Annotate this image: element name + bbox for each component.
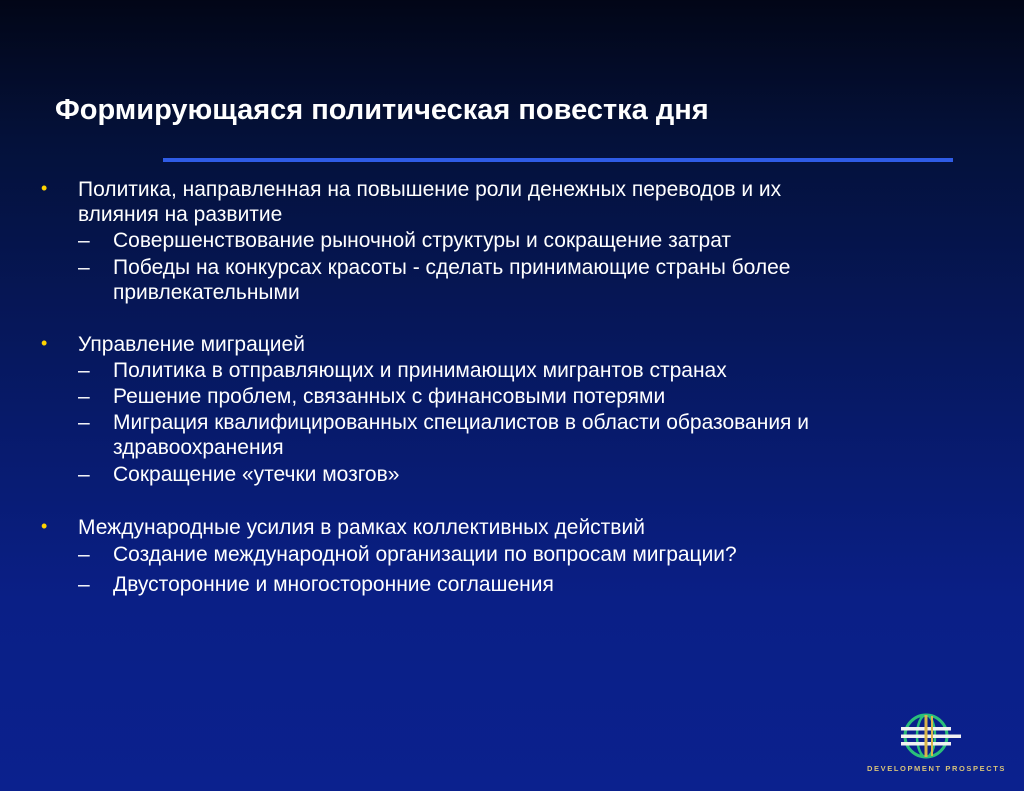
bullet-marker: •: [41, 333, 48, 353]
subitem-2-3-line-1: Миграция квалифицированных специалистов в области образования и: [113, 411, 809, 434]
logo-text: DEVELOPMENT PROSPECTS: [867, 764, 1007, 773]
bullet-2-line-1: Управление миграцией: [78, 333, 305, 356]
bullet-3-line-1: Международные усилия в рамках коллективных действий: [78, 516, 645, 539]
bullet-1-line-2: влияния на развитие: [78, 203, 283, 226]
dash-marker: –: [78, 573, 90, 596]
dash-marker: –: [78, 256, 90, 279]
bullet-marker: •: [41, 516, 48, 536]
subitem-2-3-line-2: здравоохранения: [113, 436, 284, 459]
dash-marker: –: [78, 359, 90, 382]
dash-marker: –: [78, 229, 90, 252]
dash-marker: –: [78, 463, 90, 486]
title-divider: [163, 158, 953, 162]
dash-marker: –: [78, 543, 90, 566]
subitem-3-1: Создание международной организации по вопросам миграции?: [113, 543, 737, 566]
subitem-3-2: Двусторонние и многосторонние соглашения: [113, 573, 554, 596]
subitem-1-2-line-2: привлекательными: [113, 281, 300, 304]
subitem-1-1: Совершенствование рыночной структуры и сокращение затрат: [113, 229, 732, 252]
subitem-2-4: Сокращение «утечки мозгов»: [113, 463, 400, 486]
dash-marker: –: [78, 411, 90, 434]
bullet-1-line-1: Политика, направленная на повышение роли денежных переводов и их: [78, 178, 782, 201]
subitem-2-2: Решение проблем, связанных с финансовыми потерями: [113, 385, 666, 408]
slide-title: Формирующаяся политическая повестка дня: [55, 94, 709, 126]
dash-marker: –: [78, 385, 90, 408]
globe-icon: [893, 712, 965, 762]
bullet-marker: •: [41, 178, 48, 198]
subitem-2-1: Политика в отправляющих и принимающих мигрантов странах: [113, 359, 727, 382]
subitem-1-2-line-1: Победы на конкурсах красоты - сделать принимающие страны более: [113, 256, 791, 279]
